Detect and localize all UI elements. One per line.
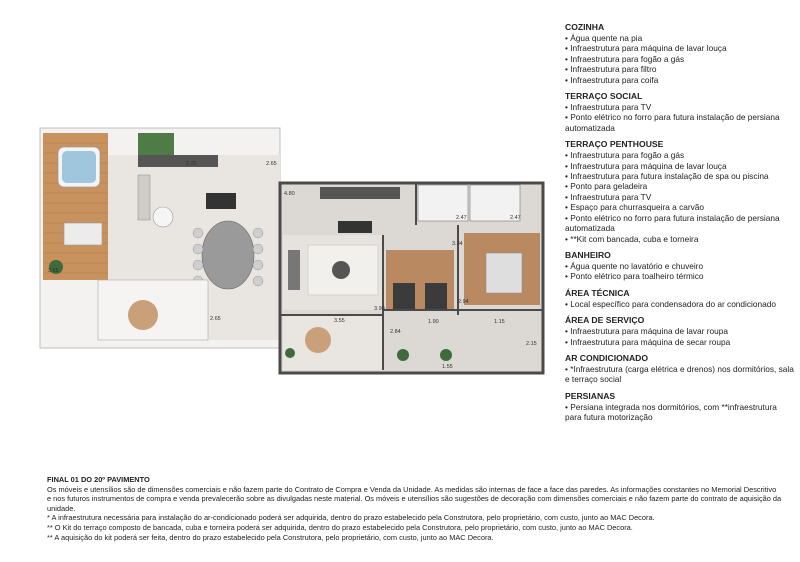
dimension-label: 1.90 [428,319,439,325]
spec-list [565,299,795,309]
bed-1 [393,283,415,311]
dimension-label: 3.65 [48,268,59,274]
dimension-label: 2.84 [390,329,401,335]
dimension-label: 2.47 [456,215,467,221]
social-terrace [283,315,383,370]
spec-list [565,261,795,282]
spec-item: • Ponto elétrico para toalheiro térmico [565,271,795,281]
lounge-chairs [128,300,158,330]
spec-section-terraco-penthouse [565,139,795,244]
round-table [153,207,173,227]
footnotes [47,475,782,542]
spec-title: TERRAÇO SOCIAL [565,91,643,102]
spa-water [62,151,96,183]
spec-title: PERSIANAS [565,390,616,401]
spec-section-terraco-social [565,91,795,133]
dining-table [202,221,254,289]
spec-item: • Persiana integrada nos dormitórios, com **infraestrutura para futura motorização [565,402,795,423]
terrace-armchair [305,327,331,353]
dimension-label: 3.90 [374,306,385,312]
spec-title: AR CONDICIONADO [565,352,649,363]
notes-title: FINAL 01 DO 20º PAVIMENTO [47,475,150,484]
spec-item: • Local específico para condensadora do ar condicionado [565,299,795,309]
dimension-label: 3.55 [334,318,345,324]
dimension-label: 1.55 [442,364,453,370]
specifications-list [565,22,795,429]
dimension-label: 3.34 [452,241,463,247]
spec-item: • Infraestrutura para TV [565,192,795,202]
dimension-label: 2.25 [186,161,197,167]
note-line: Os móveis e utensílios são de dimensões comerciais e não fazem parte do Contrato de Compra e Venda da Unidade. As medidas são internas de face a face das paredes. As informações constantes no Memorial Descritivo e nos futuros instrumentos de compra e venda prevalecerão sobre as divulgadas neste material. Os móveis e utensílios são sugestões de decoração com dimensões comerciais e não fazem parte do contrato de aquisição da unidade. [47,484,782,513]
apt-kitchen-counter [320,187,400,199]
spec-list [565,364,795,385]
spec-list [565,150,795,244]
spec-item: • Ponto para geladeira [565,181,795,191]
spec-section-area-de-servico [565,315,795,347]
coffee-table [332,261,350,279]
dimension-label: 2.65 [210,316,221,322]
spec-item: • Ponto elétrico no forro para futura instalação de persiana automatizada [565,112,795,133]
spec-item: • **Kit com bancada, cuba e torneira [565,234,795,244]
spec-section-banheiro [565,250,795,282]
spec-title: BANHEIRO [565,249,611,260]
floor-plan [38,125,558,390]
spec-title: COZINHA [565,22,605,32]
spec-section-ar-condicionado [565,353,795,385]
dimension-label: 2.65 [266,161,277,167]
terrace-plant [285,348,295,358]
dimension-label: 2.15 [526,341,537,347]
bar-counter [138,175,150,220]
note-line: ** O Kit do terraço composto de bancada, cuba e torneira poderá ser adquirida, dentro do prazo estabelecido pela Construtora, pelo proprietário, com custo, junto ao MAC Decora. [47,522,633,532]
spec-item: • Infraestrutura para futura instalação de spa ou piscina [565,171,795,181]
spec-section-cozinha [565,22,795,85]
spec-list [565,402,795,423]
spec-item: • Infraestrutura para fogão a gás [565,54,795,64]
bed-master [486,253,522,293]
spec-section-area-tecnica [565,288,795,309]
spec-item: • Infraestrutura para TV [565,102,795,112]
spec-item: • *Infraestrutura (carga elétrica e drenos) nos dormitórios, sala e terraço social [565,364,795,385]
note-line: ** A aquisição do kit poderá ser feita, dentro do prazo estabelecido pela Construtora, pelo proprietário, com custo, junto ao MAC Decora. [47,532,494,542]
dimension-label: 4.80 [284,191,295,197]
dimension-label: 1.15 [494,319,505,325]
apt-island [338,221,372,233]
spec-item: • Infraestrutura para máquina de lavar louça [565,43,795,53]
note-line: * A infraestrutura necessária para instalação do ar-condicionado poderá ser adquirida, dentro do prazo estabelecido pela Construtora, pelo proprietário, com custo, junto ao MAC Decora. [47,513,655,523]
dimension-label: 2.47 [510,215,521,221]
spec-item: • Infraestrutura para coifa [565,75,795,85]
island [206,193,236,209]
spec-item: • Infraestrutura para máquina de lavar louça [565,161,795,171]
spec-item: • Infraestrutura para fogão a gás [565,150,795,160]
spec-item: • Espaço para churrasqueira a carvão [565,202,795,212]
vertical-garden [138,133,174,155]
spec-section-persianas [565,391,795,423]
spec-list [565,326,795,347]
spec-item: • Água quente no lavatório e chuveiro [565,261,795,271]
spec-item: • Infraestrutura para filtro [565,64,795,74]
kitchen-counter [138,155,218,167]
lounge-bed [64,223,102,245]
spec-item: • Infraestrutura para máquina de secar roupa [565,337,795,347]
spec-item: • Água quente na pia [565,33,795,43]
sofa [288,250,300,290]
spec-item: • Ponto elétrico no forro para futura instalação de persiana automatizada [565,213,795,234]
spec-list [565,102,795,133]
spec-title: ÁREA DE SERVIÇO [565,315,645,326]
spec-item: • Infraestrutura para máquina de lavar roupa [565,326,795,336]
spec-title: TERRAÇO PENTHOUSE [565,139,664,150]
spec-list [565,33,795,85]
spec-title: ÁREA TÉCNICA [565,287,630,298]
balcony-plant-1 [397,349,409,361]
balcony-plant-2 [440,349,452,361]
dimension-label: 2.94 [458,299,469,305]
bed-2 [425,283,447,311]
